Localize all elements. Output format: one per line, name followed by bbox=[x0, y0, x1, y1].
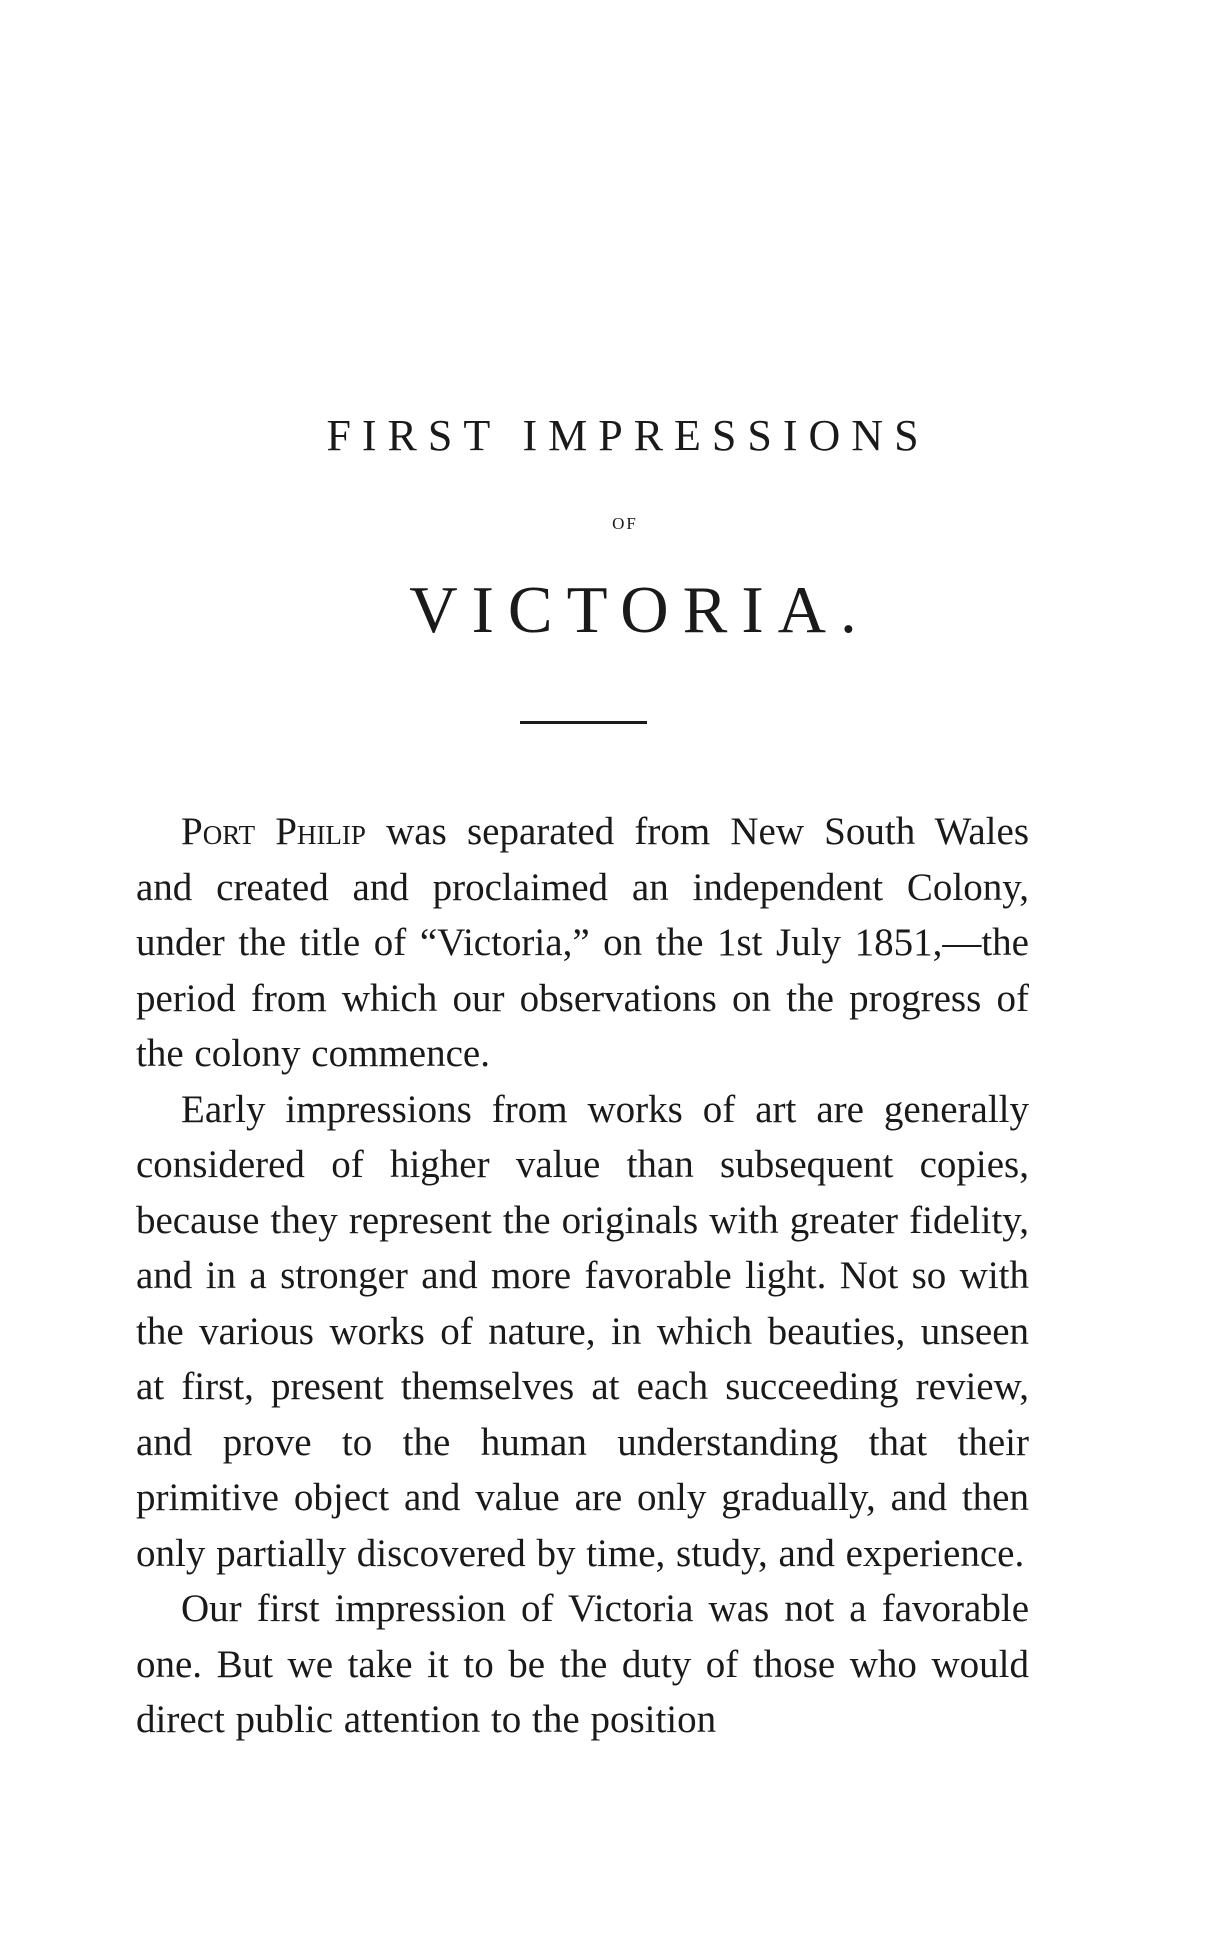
title-victoria: VICTORIA. bbox=[409, 573, 871, 647]
title-divider-rule bbox=[520, 721, 647, 724]
paragraph-1-text: was separated from New South Wales and created and proclaimed an independent Colony, under the title of “Victoria,” on the 1st July 1851,—the period from which our observations on the progress of the colony commence. bbox=[136, 810, 1030, 1075]
paragraph-2: Early impressions from works of art are generally considered of higher value than subsequent copies, because they represent the originals with greater fidelity, and in a stronger and more favorable light. Not so with the various works of nature, in which beauties, unseen at first, present themselves at each succeeding review, and prove to the human understanding that their primitive object and value are only gradually, and then only partially discovered by time, study, and experience. bbox=[136, 1087, 1029, 1575]
paragraph-1 bbox=[136, 804, 1029, 1082]
title-connector-of: OF bbox=[612, 514, 638, 533]
body-text bbox=[136, 804, 1029, 1748]
paragraph-3: Our first impression of Victoria was not a favorable one. But we take it to be the duty of those who would direct public attention to the position bbox=[136, 1587, 1029, 1741]
title-first-impressions: FIRST IMPRESSIONS bbox=[326, 411, 930, 460]
paragraph-lead-smallcaps: Port Philip bbox=[181, 810, 366, 853]
